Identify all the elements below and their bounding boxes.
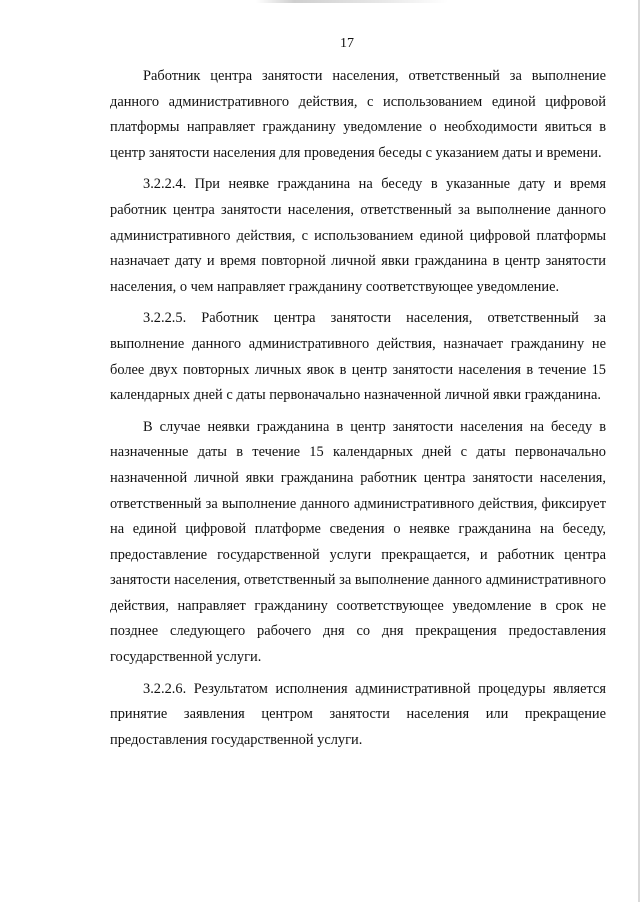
paragraph-3-2-2-5: 3.2.2.5. Работник центра занятости населения, ответственный за выполнение данного административного действия, назначает гражданину не более двух повторных личных явок в центр занятости населения в течение 15 календарных дней с даты первоначально назначенной личной явки гражданина. — [110, 310, 606, 404]
scan-top-edge — [0, 0, 640, 3]
paragraph-intro: Работник центра занятости населения, ответственный за выполнение данного административного действия, с использованием единой цифровой платформы направляет гражданину уведомление о необходимости явиться в центр занятости населения для проведения беседы с указанием даты и времени. — [110, 68, 606, 161]
paragraph-3-2-2-4: 3.2.2.4. При неявке гражданина на беседу в указанные дату и время работник центра занятости населения, ответственный за выполнение данного административного действия, с использованием единой цифровой платформы назначает дату и время повторной личной явки гражданина в центр занятости населения, о чем направляет гражданину соответствующее уведомление. — [110, 176, 606, 295]
document-body — [110, 64, 606, 759]
paragraph-no-show: В случае неявки гражданина в центр занятости населения на беседу в назначенные даты в течение 15 календарных дней с даты первоначально назначенной личной явки гражданина работник центра занятости населения, ответственный за выполнение данного административного действия, фиксирует на единой цифровой платформе сведения о неявке гражданина на беседу, предоставление государственной услуги прекращается, и работник центра занятости населения, ответственный за выполнение данного административного действия, направляет гражданину соответствующее уведомление в срок не позднее следующего рабочего дня со дня прекращения предоставления государственной услуги. — [110, 418, 606, 666]
paragraph-3-2-2-6: 3.2.2.6. Результатом исполнения административной процедуры является принятие заявления центром занятости населения или прекращение предоставления государственной услуги. — [110, 680, 606, 748]
page-number: 17 — [340, 36, 354, 51]
